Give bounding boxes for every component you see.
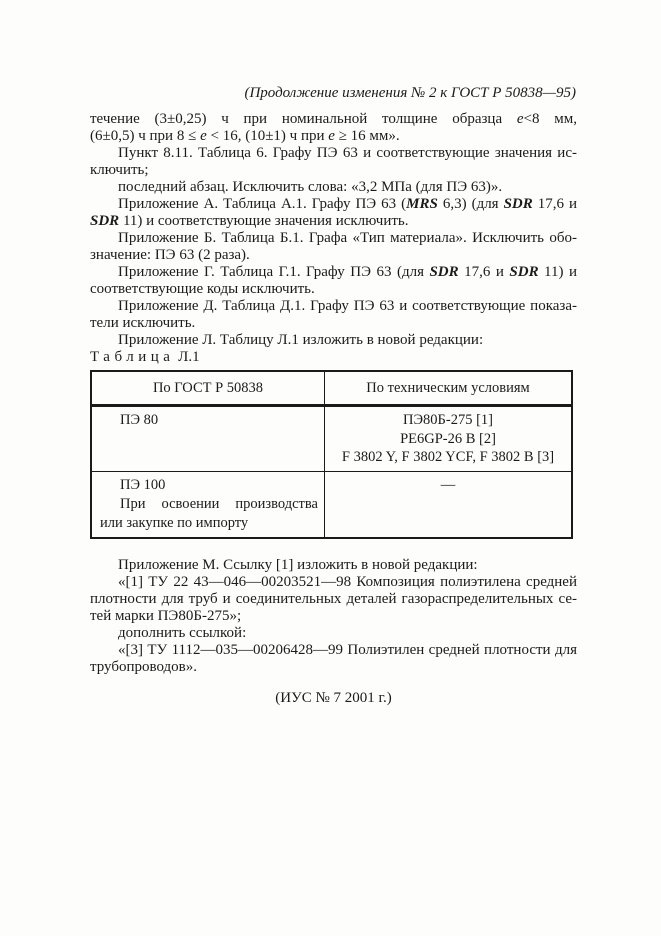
text-line: «[1] ТУ 22 43—046—00203521—98 Композиция полиэтилена средней bbox=[118, 573, 577, 590]
text-line: Приложение Л. Таблицу Л.1 изложить в новой редакции: bbox=[118, 332, 484, 348]
continuation-note: (Продолжение изменения № 2 к ГОСТ Р 50838—95) bbox=[244, 85, 576, 101]
text-line: Приложение Д. Таблица Д.1. Графу ПЭ 63 и соответствующие показа- bbox=[118, 298, 577, 314]
table-cell-line: F 3802 Y, F 3802 YCF, F 3802 B [3] bbox=[341, 449, 555, 465]
paragraph bbox=[90, 111, 577, 145]
paragraph bbox=[90, 196, 577, 230]
text-line: Приложение Г. Таблица Г.1. Графу ПЭ 63 (для SDR 17,6 и SDR 11) и bbox=[118, 264, 578, 280]
paragraph bbox=[90, 349, 577, 366]
text-line: (6±0,5) ч при 8 ≤ e < 16, (10±1) ч при e ≥ 16 мм». bbox=[90, 128, 400, 144]
table-cell-line: ПЭ 80 bbox=[120, 412, 159, 428]
table-cell-tu bbox=[325, 472, 571, 537]
document-body bbox=[90, 111, 577, 676]
text-line: соответствующие коды исключить. bbox=[90, 281, 315, 297]
table-cell-line: или закупке по импорту bbox=[100, 514, 249, 531]
text-line: дополнить ссылкой: bbox=[118, 624, 247, 641]
table-cell-gost bbox=[92, 407, 325, 471]
text-line: плотности для труб и соединительных деталей газораспределительных се- bbox=[90, 590, 577, 607]
text-line: Пункт 8.11. Таблица 6. Графу ПЭ 63 и соответствующие значения ис- bbox=[118, 145, 577, 161]
text-line: ключить; bbox=[90, 162, 149, 178]
issue-note: (ИУС № 7 2001 г.) bbox=[275, 689, 392, 706]
text-line: Таблица Л.1 bbox=[90, 349, 200, 365]
text-line: значение: ПЭ 63 (2 раза). bbox=[90, 247, 250, 263]
document-content bbox=[90, 84, 577, 707]
table-cell-line: ПЭ80Б-275 [1] bbox=[403, 412, 493, 428]
text-line: «[3] ТУ 1112—035—00206428—99 Полиэтилен средней плотности для bbox=[118, 641, 577, 658]
table-header-cell: По техническим условиям bbox=[366, 379, 530, 396]
text-line: SDR 11) и соответствующие значения исключить. bbox=[90, 213, 409, 229]
paragraph bbox=[90, 179, 577, 196]
paragraph bbox=[90, 230, 577, 264]
paragraph bbox=[90, 264, 577, 298]
paragraph bbox=[90, 642, 577, 676]
paragraph bbox=[90, 574, 577, 625]
paragraph bbox=[90, 557, 577, 574]
table-row bbox=[92, 407, 571, 471]
table-header-cell: По ГОСТ Р 50838 bbox=[92, 372, 325, 404]
text-line: Приложение М. Ссылку [1] изложить в новой редакции: bbox=[118, 556, 478, 573]
text-line: течение (3±0,25) ч при номинальной толщине образца e<8 мм, bbox=[90, 111, 577, 127]
text-line: Приложение А. Таблица А.1. Графу ПЭ 63 (MRS 6,3) (для SDR 17,6 и bbox=[118, 196, 577, 212]
table-row bbox=[92, 471, 571, 537]
table-cell-line: PE6GP-26 B [2] bbox=[400, 430, 496, 447]
table-cell-line: ПЭ 100 bbox=[120, 476, 166, 493]
paragraph bbox=[90, 145, 577, 179]
text-line: Приложение Б. Таблица Б.1. Графа «Тип материала». Исключить обо- bbox=[118, 230, 577, 246]
text-line: тей марки ПЭ80Б-275»; bbox=[90, 607, 242, 624]
table-cell-tu bbox=[325, 407, 571, 471]
text-line: трубопроводов». bbox=[90, 658, 198, 675]
text-line: последний абзац. Исключить слова: «3,2 МПа (для ПЭ 63)». bbox=[118, 179, 503, 195]
text-line: тели исключить. bbox=[90, 315, 196, 331]
table-header-row bbox=[92, 372, 571, 407]
table-cell-line: — bbox=[440, 476, 456, 493]
paragraph bbox=[90, 332, 577, 349]
table-cell-line: При освоении производства bbox=[120, 495, 318, 512]
appendix-table bbox=[90, 370, 573, 539]
paragraph bbox=[90, 625, 577, 642]
table-cell-gost bbox=[92, 472, 325, 537]
paragraph bbox=[90, 298, 577, 332]
